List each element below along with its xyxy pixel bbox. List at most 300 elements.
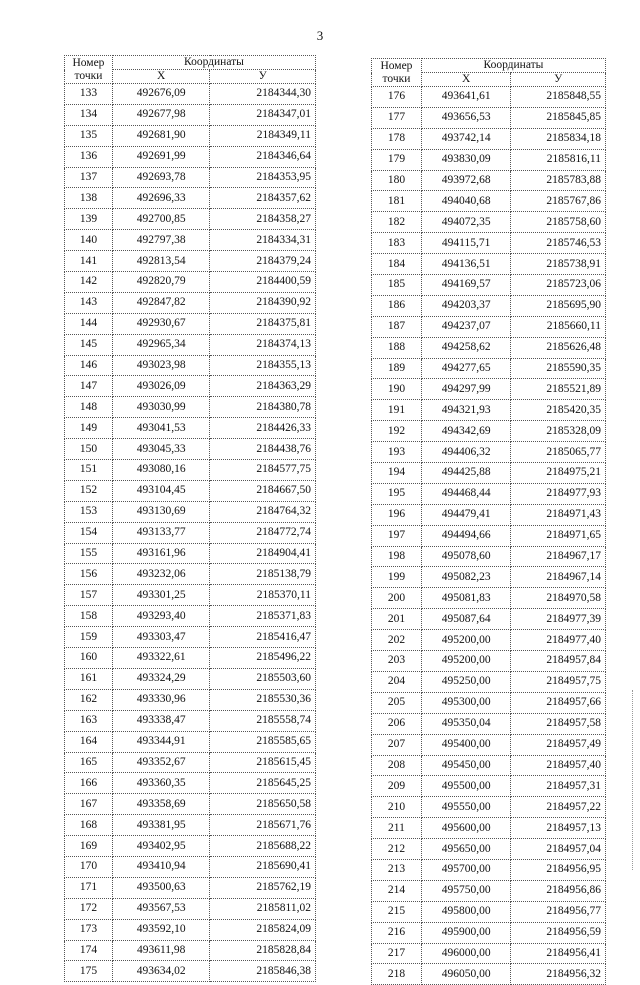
x-coordinate-cell: 495300,00 <box>421 692 511 713</box>
x-coordinate-cell: 495200,00 <box>421 630 511 651</box>
x-header: X <box>112 70 210 84</box>
x-coordinate-cell: 493381,95 <box>112 815 210 836</box>
y-coordinate-cell: 2184374,13 <box>210 334 316 355</box>
x-coordinate-cell: 494425,88 <box>421 463 511 484</box>
point-number-cell: 196 <box>372 504 422 525</box>
table-row <box>65 606 316 627</box>
y-coordinate-cell: 2184426,33 <box>210 418 316 439</box>
point-number-cell: 183 <box>372 233 422 254</box>
x-coordinate-cell: 493611,98 <box>112 940 210 961</box>
table-row <box>372 755 606 776</box>
y-coordinate-cell: 2184349,11 <box>210 125 316 146</box>
table-row <box>65 418 316 439</box>
table-row <box>65 376 316 397</box>
page-number: 3 <box>316 28 324 43</box>
x-coordinate-cell: 493410,94 <box>112 856 210 877</box>
y-coordinate-cell: 2185845,85 <box>511 107 606 128</box>
table-row <box>372 818 606 839</box>
x-coordinate-cell: 495650,00 <box>421 839 511 860</box>
table-row <box>372 275 606 296</box>
y-coordinate-cell: 2185530,36 <box>210 689 316 710</box>
table-row <box>65 397 316 418</box>
table-row <box>65 125 316 146</box>
point-number-cell: 177 <box>372 107 422 128</box>
x-coordinate-cell: 493104,45 <box>112 480 210 501</box>
point-number-cell: 192 <box>372 421 422 442</box>
x-coordinate-cell: 493344,91 <box>112 731 210 752</box>
y-coordinate-cell: 2185746,53 <box>511 233 606 254</box>
point-number-cell: 194 <box>372 463 422 484</box>
y-coordinate-cell: 2184956,77 <box>511 901 606 922</box>
x-coordinate-cell: 495200,00 <box>421 651 511 672</box>
point-number-cell: 151 <box>65 460 113 481</box>
point-number-cell: 212 <box>372 839 422 860</box>
y-header: У <box>210 70 316 84</box>
y-coordinate-cell: 2185848,55 <box>511 87 606 108</box>
x-coordinate-cell: 495600,00 <box>421 818 511 839</box>
table-row <box>65 940 316 961</box>
table-row <box>65 188 316 209</box>
point-number-cell: 189 <box>372 358 422 379</box>
x-coordinate-cell: 495700,00 <box>421 859 511 880</box>
point-number-cell: 161 <box>65 668 113 689</box>
x-coordinate-cell: 493742,14 <box>421 128 511 149</box>
x-coordinate-cell: 495750,00 <box>421 880 511 901</box>
y-coordinate-cell: 2185811,02 <box>210 898 316 919</box>
point-number-cell: 205 <box>372 692 422 713</box>
x-coordinate-cell: 492847,82 <box>112 292 210 313</box>
x-coordinate-cell: 494342,69 <box>421 421 511 442</box>
point-number-cell: 134 <box>65 104 113 125</box>
y-coordinate-cell: 2184344,30 <box>210 84 316 105</box>
point-number-cell: 217 <box>372 943 422 964</box>
x-coordinate-cell: 493972,68 <box>421 170 511 191</box>
table-row <box>65 522 316 543</box>
x-coordinate-cell: 496050,00 <box>421 964 511 985</box>
table-row <box>372 776 606 797</box>
point-number-cell: 206 <box>372 713 422 734</box>
x-coordinate-cell: 493133,77 <box>112 522 210 543</box>
x-coordinate-cell: 495250,00 <box>421 671 511 692</box>
x-coordinate-cell: 492700,85 <box>112 209 210 230</box>
x-coordinate-cell: 495082,23 <box>421 567 511 588</box>
table-row <box>372 651 606 672</box>
x-coordinate-cell: 493301,25 <box>112 585 210 606</box>
point-number-cell: 209 <box>372 776 422 797</box>
x-coordinate-cell: 494072,35 <box>421 212 511 233</box>
point-number-cell: 154 <box>65 522 113 543</box>
y-coordinate-cell: 2184977,39 <box>511 609 606 630</box>
x-coordinate-cell: 494494,66 <box>421 525 511 546</box>
x-coordinate-cell: 493030,99 <box>112 397 210 418</box>
x-coordinate-cell: 493330,96 <box>112 689 210 710</box>
point-number-cell: 207 <box>372 734 422 755</box>
table-row <box>372 316 606 337</box>
table-row <box>372 379 606 400</box>
y-coordinate-cell: 2184971,43 <box>511 504 606 525</box>
point-number-cell: 178 <box>372 128 422 149</box>
point-number-cell: 157 <box>65 585 113 606</box>
y-coordinate-cell: 2185521,89 <box>511 379 606 400</box>
point-number-cell: 175 <box>65 961 113 982</box>
coordinates-table-left <box>64 55 316 982</box>
y-coordinate-cell: 2184967,17 <box>511 546 606 567</box>
point-number-cell: 191 <box>372 400 422 421</box>
x-coordinate-cell: 494277,65 <box>421 358 511 379</box>
point-number-cell: 181 <box>372 191 422 212</box>
point-number-cell: 198 <box>372 546 422 567</box>
point-number-cell: 185 <box>372 275 422 296</box>
table-row <box>65 919 316 940</box>
point-number-cell: 180 <box>372 170 422 191</box>
y-coordinate-cell: 2184956,59 <box>511 922 606 943</box>
point-number-cell: 184 <box>372 254 422 275</box>
point-number-cell: 170 <box>65 856 113 877</box>
table-row <box>65 856 316 877</box>
y-coordinate-cell: 2184375,81 <box>210 313 316 334</box>
y-coordinate-cell: 2185834,18 <box>511 128 606 149</box>
table-row <box>372 943 606 964</box>
x-coordinate-cell: 493830,09 <box>421 149 511 170</box>
y-coordinate-cell: 2184967,14 <box>511 567 606 588</box>
x-coordinate-cell: 493338,47 <box>112 710 210 731</box>
x-header: X <box>421 73 511 87</box>
point-number-cell: 155 <box>65 543 113 564</box>
point-number-cell: 186 <box>372 295 422 316</box>
table-row <box>65 710 316 731</box>
x-coordinate-cell: 493130,69 <box>112 501 210 522</box>
x-coordinate-cell: 492930,67 <box>112 313 210 334</box>
y-coordinate-cell: 2184975,21 <box>511 463 606 484</box>
x-coordinate-cell: 495900,00 <box>421 922 511 943</box>
x-coordinate-cell: 495400,00 <box>421 734 511 755</box>
y-coordinate-cell: 2184438,76 <box>210 439 316 460</box>
point-number-cell: 213 <box>372 859 422 880</box>
y-coordinate-cell: 2184957,40 <box>511 755 606 776</box>
point-number-cell: 176 <box>372 87 422 108</box>
y-coordinate-cell: 2185783,88 <box>511 170 606 191</box>
point-number-cell: 171 <box>65 877 113 898</box>
point-number-header: Номер точки <box>65 56 113 84</box>
table-row <box>372 233 606 254</box>
y-coordinate-cell: 2184957,75 <box>511 671 606 692</box>
x-coordinate-cell: 496000,00 <box>421 943 511 964</box>
point-number-cell: 153 <box>65 501 113 522</box>
y-coordinate-cell: 2185585,65 <box>210 731 316 752</box>
x-coordinate-cell: 493567,53 <box>112 898 210 919</box>
point-number-cell: 140 <box>65 230 113 251</box>
point-number-cell: 139 <box>65 209 113 230</box>
coordinates-table-right <box>371 58 606 985</box>
point-number-cell: 149 <box>65 418 113 439</box>
table-row <box>372 442 606 463</box>
table-row <box>372 504 606 525</box>
x-coordinate-cell: 492813,54 <box>112 251 210 272</box>
table-row <box>65 272 316 293</box>
point-number-cell: 141 <box>65 251 113 272</box>
point-number-cell: 166 <box>65 773 113 794</box>
y-coordinate-cell: 2185690,41 <box>210 856 316 877</box>
table-row <box>372 295 606 316</box>
table-row <box>65 334 316 355</box>
x-coordinate-cell: 494136,51 <box>421 254 511 275</box>
x-coordinate-cell: 493080,16 <box>112 460 210 481</box>
table-row <box>372 170 606 191</box>
point-number-cell: 173 <box>65 919 113 940</box>
x-coordinate-cell: 494203,37 <box>421 295 511 316</box>
y-coordinate-cell: 2185416,47 <box>210 627 316 648</box>
point-number-cell: 218 <box>372 964 422 985</box>
point-number-cell: 179 <box>372 149 422 170</box>
x-coordinate-cell: 493026,09 <box>112 376 210 397</box>
table-row <box>65 460 316 481</box>
x-coordinate-cell: 494321,93 <box>421 400 511 421</box>
x-coordinate-cell: 495450,00 <box>421 755 511 776</box>
point-number-cell: 202 <box>372 630 422 651</box>
x-coordinate-cell: 495550,00 <box>421 797 511 818</box>
x-coordinate-cell: 494258,62 <box>421 337 511 358</box>
point-number-cell: 163 <box>65 710 113 731</box>
y-coordinate-cell: 2184977,40 <box>511 630 606 651</box>
point-number-cell: 172 <box>65 898 113 919</box>
table-row <box>372 128 606 149</box>
table-row <box>372 839 606 860</box>
point-number-cell: 164 <box>65 731 113 752</box>
x-coordinate-cell: 493324,29 <box>112 668 210 689</box>
table-row <box>372 901 606 922</box>
y-coordinate-cell: 2184346,64 <box>210 146 316 167</box>
table-row <box>372 191 606 212</box>
table-row <box>372 859 606 880</box>
y-coordinate-cell: 2185828,84 <box>210 940 316 961</box>
y-coordinate-cell: 2184667,50 <box>210 480 316 501</box>
x-coordinate-cell: 495500,00 <box>421 776 511 797</box>
x-coordinate-cell: 493293,40 <box>112 606 210 627</box>
point-number-cell: 188 <box>372 337 422 358</box>
table-body-right <box>372 87 606 985</box>
x-coordinate-cell: 493161,96 <box>112 543 210 564</box>
x-coordinate-cell: 495078,60 <box>421 546 511 567</box>
x-coordinate-cell: 493360,35 <box>112 773 210 794</box>
x-coordinate-cell: 493045,33 <box>112 439 210 460</box>
y-coordinate-cell: 2185558,74 <box>210 710 316 731</box>
point-number-cell: 152 <box>65 480 113 501</box>
y-coordinate-cell: 2185370,11 <box>210 585 316 606</box>
point-number-cell: 148 <box>65 397 113 418</box>
x-coordinate-cell: 493041,53 <box>112 418 210 439</box>
coordinates-header: Координаты <box>112 56 315 70</box>
x-coordinate-cell: 492965,34 <box>112 334 210 355</box>
x-coordinate-cell: 495800,00 <box>421 901 511 922</box>
y-coordinate-cell: 2184957,58 <box>511 713 606 734</box>
table-row <box>372 609 606 630</box>
table-row <box>372 254 606 275</box>
table-row <box>372 630 606 651</box>
point-number-cell: 211 <box>372 818 422 839</box>
y-coordinate-cell: 2184379,24 <box>210 251 316 272</box>
y-coordinate-cell: 2185767,86 <box>511 191 606 212</box>
x-coordinate-cell: 492691,99 <box>112 146 210 167</box>
y-coordinate-cell: 2185762,19 <box>210 877 316 898</box>
x-coordinate-cell: 493303,47 <box>112 627 210 648</box>
point-number-cell: 208 <box>372 755 422 776</box>
table-row <box>65 439 316 460</box>
table-row <box>65 961 316 982</box>
x-coordinate-cell: 492681,90 <box>112 125 210 146</box>
table-row <box>372 546 606 567</box>
table-row <box>65 251 316 272</box>
y-coordinate-cell: 2184347,01 <box>210 104 316 125</box>
point-number-cell: 210 <box>372 797 422 818</box>
y-coordinate-cell: 2185626,48 <box>511 337 606 358</box>
point-number-cell: 165 <box>65 752 113 773</box>
point-number-header: Номер точки <box>372 59 422 87</box>
point-number-cell: 136 <box>65 146 113 167</box>
table-row <box>65 794 316 815</box>
table-row <box>372 212 606 233</box>
table-row <box>65 564 316 585</box>
x-coordinate-cell: 493500,63 <box>112 877 210 898</box>
y-coordinate-cell: 2185590,35 <box>511 358 606 379</box>
y-coordinate-cell: 2185615,45 <box>210 752 316 773</box>
y-coordinate-cell: 2184956,95 <box>511 859 606 880</box>
y-coordinate-cell: 2185420,35 <box>511 400 606 421</box>
y-coordinate-cell: 2184956,86 <box>511 880 606 901</box>
table-row <box>372 337 606 358</box>
table-row <box>372 671 606 692</box>
point-number-cell: 199 <box>372 567 422 588</box>
table-row <box>372 400 606 421</box>
y-coordinate-cell: 2185328,09 <box>511 421 606 442</box>
x-coordinate-cell: 494297,99 <box>421 379 511 400</box>
x-coordinate-cell: 495087,64 <box>421 609 511 630</box>
point-number-cell: 182 <box>372 212 422 233</box>
x-coordinate-cell: 494040,68 <box>421 191 511 212</box>
coordinates-header: Координаты <box>421 59 605 73</box>
table-row <box>65 668 316 689</box>
y-coordinate-cell: 2184957,04 <box>511 839 606 860</box>
x-coordinate-cell: 492693,78 <box>112 167 210 188</box>
table-row <box>372 421 606 442</box>
point-number-cell: 187 <box>372 316 422 337</box>
x-coordinate-cell: 494169,57 <box>421 275 511 296</box>
point-number-cell: 147 <box>65 376 113 397</box>
table-row <box>65 292 316 313</box>
point-number-cell: 193 <box>372 442 422 463</box>
table-row <box>372 880 606 901</box>
x-coordinate-cell: 494479,41 <box>421 504 511 525</box>
y-coordinate-cell: 2184772,74 <box>210 522 316 543</box>
point-number-cell: 174 <box>65 940 113 961</box>
table-row <box>65 752 316 773</box>
table-row <box>372 588 606 609</box>
scan-edge-mark <box>632 690 634 870</box>
y-coordinate-cell: 2184363,29 <box>210 376 316 397</box>
table-row <box>65 543 316 564</box>
point-number-cell: 135 <box>65 125 113 146</box>
y-coordinate-cell: 2184957,49 <box>511 734 606 755</box>
y-coordinate-cell: 2185645,25 <box>210 773 316 794</box>
table-row <box>65 815 316 836</box>
x-coordinate-cell: 493232,06 <box>112 564 210 585</box>
x-coordinate-cell: 495350,04 <box>421 713 511 734</box>
point-number-cell: 156 <box>65 564 113 585</box>
point-number-cell: 159 <box>65 627 113 648</box>
x-coordinate-cell: 494406,32 <box>421 442 511 463</box>
y-coordinate-cell: 2185723,06 <box>511 275 606 296</box>
table-row <box>65 84 316 105</box>
x-coordinate-cell: 495081,83 <box>421 588 511 609</box>
y-coordinate-cell: 2184956,32 <box>511 964 606 985</box>
y-coordinate-cell: 2185371,83 <box>210 606 316 627</box>
y-coordinate-cell: 2185695,90 <box>511 295 606 316</box>
x-coordinate-cell: 494115,71 <box>421 233 511 254</box>
point-number-cell: 214 <box>372 880 422 901</box>
table-row <box>65 313 316 334</box>
table-row <box>372 797 606 818</box>
y-coordinate-cell: 2185688,22 <box>210 836 316 857</box>
y-coordinate-cell: 2185671,76 <box>210 815 316 836</box>
table-row <box>372 463 606 484</box>
x-coordinate-cell: 493592,10 <box>112 919 210 940</box>
point-number-cell: 195 <box>372 483 422 504</box>
y-coordinate-cell: 2185816,11 <box>511 149 606 170</box>
x-coordinate-cell: 494468,44 <box>421 483 511 504</box>
table-row <box>65 209 316 230</box>
x-coordinate-cell: 494237,07 <box>421 316 511 337</box>
point-number-cell: 133 <box>65 84 113 105</box>
table-row <box>65 898 316 919</box>
y-coordinate-cell: 2184971,65 <box>511 525 606 546</box>
y-coordinate-cell: 2184764,32 <box>210 501 316 522</box>
x-coordinate-cell: 493322,61 <box>112 648 210 669</box>
point-number-cell: 197 <box>372 525 422 546</box>
table-row <box>65 355 316 376</box>
y-coordinate-cell: 2184977,93 <box>511 483 606 504</box>
table-row <box>65 731 316 752</box>
point-number-cell: 143 <box>65 292 113 313</box>
x-coordinate-cell: 492676,09 <box>112 84 210 105</box>
point-number-cell: 168 <box>65 815 113 836</box>
x-coordinate-cell: 493656,53 <box>421 107 511 128</box>
table-row <box>372 525 606 546</box>
point-number-cell: 150 <box>65 439 113 460</box>
y-coordinate-cell: 2184957,31 <box>511 776 606 797</box>
point-number-cell: 144 <box>65 313 113 334</box>
y-coordinate-cell: 2184390,92 <box>210 292 316 313</box>
table-row <box>65 836 316 857</box>
x-coordinate-cell: 493352,67 <box>112 752 210 773</box>
point-number-cell: 169 <box>65 836 113 857</box>
table-row <box>65 167 316 188</box>
y-coordinate-cell: 2185138,79 <box>210 564 316 585</box>
y-coordinate-cell: 2184957,66 <box>511 692 606 713</box>
x-coordinate-cell: 493402,95 <box>112 836 210 857</box>
y-coordinate-cell: 2184355,13 <box>210 355 316 376</box>
y-coordinate-cell: 2184353,95 <box>210 167 316 188</box>
table-row <box>372 922 606 943</box>
table-row <box>372 87 606 108</box>
x-coordinate-cell: 492696,33 <box>112 188 210 209</box>
table-row <box>372 358 606 379</box>
x-coordinate-cell: 493634,02 <box>112 961 210 982</box>
table-row <box>65 773 316 794</box>
point-number-cell: 137 <box>65 167 113 188</box>
y-coordinate-cell: 2184957,22 <box>511 797 606 818</box>
y-coordinate-cell: 2184957,84 <box>511 651 606 672</box>
table-row <box>65 480 316 501</box>
point-number-cell: 142 <box>65 272 113 293</box>
